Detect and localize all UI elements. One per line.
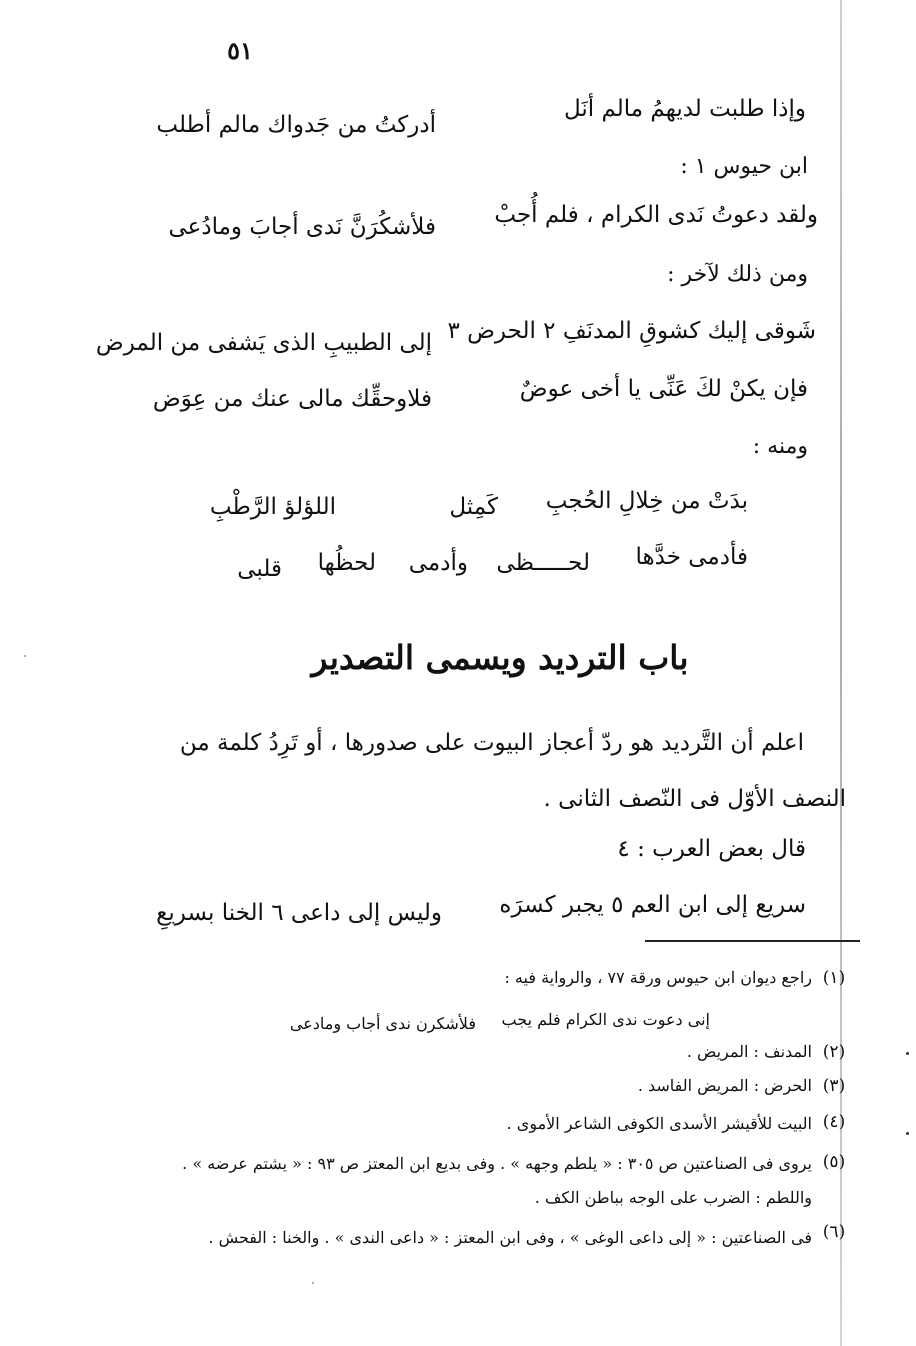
attribution-some-arabs: قال بعض العرب : ٤ bbox=[617, 836, 806, 862]
footnote-1-verse-first-half: إنى دعوت ندى الكرام فلم يجب bbox=[501, 1010, 710, 1029]
scan-speck bbox=[906, 1052, 909, 1055]
short-verse-2-part-4: لحظُها bbox=[317, 550, 376, 576]
attribution-another-poet: ومن ذلك لآخر : bbox=[667, 262, 808, 287]
footnote-4-number: (٤) bbox=[822, 1112, 846, 1132]
attribution-ibn-hayyus: ابن حيوس ١ : bbox=[680, 154, 808, 179]
verse-3-second-half: إلى الطبيبِ الذى يَشفى من المرض bbox=[95, 330, 432, 356]
footnote-2-number: (٢) bbox=[822, 1042, 846, 1062]
verse-1-second-half: أدركتُ من جَدواك مالم أطلب bbox=[156, 112, 436, 138]
short-verse-2-part-5: قلبى bbox=[237, 556, 282, 582]
short-verse-2-part-2: لحـــــظى bbox=[496, 550, 590, 576]
chapter-title: باب الترديد ويسمى التصدير bbox=[311, 638, 689, 677]
footnote-4-text: البيت للأقيشر الأسدى الكوفى الشاعر الأموى . bbox=[506, 1114, 812, 1133]
verse-5-second-half: وليس إلى داعى ٦ الخنا بسريعِ bbox=[156, 900, 442, 926]
prose-line-2: النصف الأوّل فى النّصف الثانى . bbox=[543, 786, 846, 812]
footnote-5-number: (٥) bbox=[822, 1152, 846, 1172]
verse-2-second-half: فلأشكُرَنَّ نَدى أجابَ ومادُعى bbox=[168, 214, 436, 240]
footnote-separator bbox=[645, 940, 860, 942]
footnote-2-text: المدنف : المريض . bbox=[686, 1042, 812, 1061]
short-verse-2-part-3: وأدمى bbox=[408, 550, 468, 576]
footnote-6-number: (٦) bbox=[822, 1222, 846, 1242]
page-binding-edge bbox=[840, 0, 842, 1346]
scan-speck bbox=[24, 655, 26, 657]
footnote-3-number: (٣) bbox=[822, 1076, 846, 1096]
footnote-6-text: فى الصناعتين : « إلى داعى الوغى » ، وفى ابن المعتز : « داعى الندى » . والخنا : الفحش . bbox=[208, 1228, 812, 1247]
attribution-and-from-it: ومنه : bbox=[752, 434, 808, 459]
verse-5-first-half: سريع إلى ابن العم ٥ يجبر كسرَه bbox=[499, 892, 806, 918]
footnote-3-text: الحرض : المريض الفاسد . bbox=[637, 1076, 812, 1095]
verse-1-first-half: وإذا طلبت لديهمُ مالم أنَل bbox=[563, 96, 806, 122]
page-number: ٥١ bbox=[227, 36, 253, 65]
verse-3-first-half: شَوقى إليك كشوقِ المدنَفِ ٢ الحرض ٣ bbox=[447, 318, 816, 344]
verse-4-first-half: فإن يكنْ لكَ عَنِّى يا أخى عوضٌ bbox=[519, 376, 808, 402]
prose-line-1: اعلم أن التَّرديد هو ردّ أعجاز البيوت على صدورها ، أو تَرِدُ كلمة من bbox=[179, 730, 804, 756]
short-verse-1-part-1: بدَتْ من خِلالِ الحُجبِ bbox=[545, 488, 748, 514]
footnote-1-number: (١) bbox=[822, 968, 846, 988]
verse-2-first-half: ولقد دعوتُ نَدى الكرام ، فلم أُجبْ bbox=[494, 202, 818, 228]
footnote-5-continuation: واللطم : الضرب على الوجه بباطن الكف . bbox=[534, 1188, 812, 1207]
scan-speck bbox=[312, 1282, 314, 1284]
short-verse-1-part-2: كَمِثل bbox=[449, 494, 498, 520]
verse-4-second-half: فلاوحقِّك مالى عنك من عِوَض bbox=[152, 386, 432, 412]
footnote-1-verse-second-half: فلأشكرن ندى أجاب ومادعى bbox=[289, 1014, 476, 1033]
footnote-5-text: يروى فى الصناعتين ص ٣٠٥ : « يلطم وجهه » . وفى بديع ابن المعتز ص ٩٣ : « يشتم عرضه » . bbox=[182, 1154, 812, 1173]
short-verse-2-part-1: فأدمى خدَّها bbox=[635, 544, 748, 570]
footnote-1-text: راجع ديوان ابن حيوس ورقة ٧٧ ، والرواية فيه : bbox=[504, 968, 812, 987]
short-verse-1-part-3: اللؤلؤ الرَّطْبِ bbox=[209, 494, 336, 520]
scan-speck bbox=[906, 1132, 909, 1135]
